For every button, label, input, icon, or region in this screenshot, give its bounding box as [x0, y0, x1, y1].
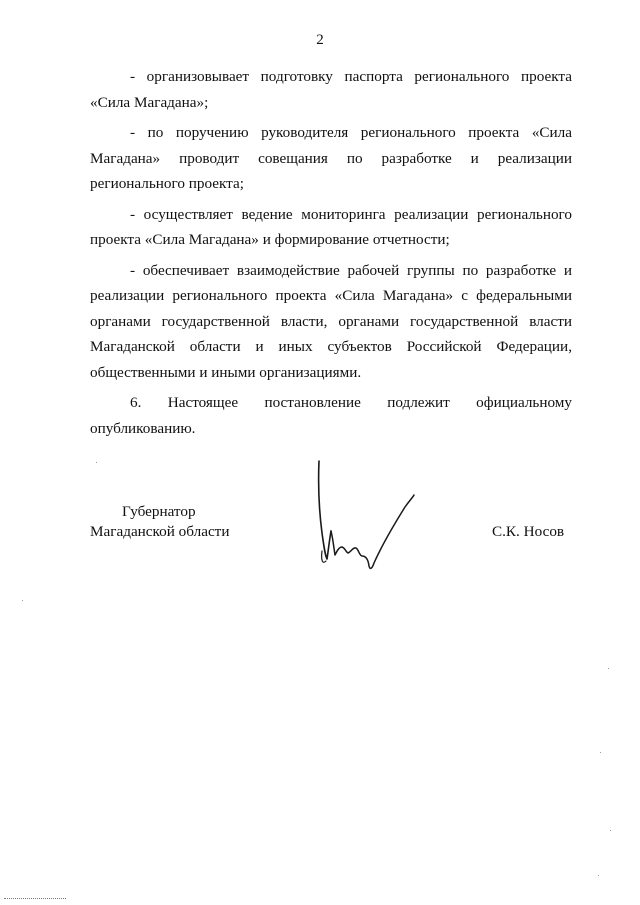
footer-rule — [4, 898, 66, 899]
paragraph-meetings: - по поручению руководителя регионального проекта «Сила Магадана» проводит совещания по разработке и реализации регионального проекта; — [90, 124, 572, 192]
paragraph-monitoring: - осуществляет ведение мониторинга реализации регионального проекта «Сила Магадана» и формирование отчетности; — [90, 205, 572, 248]
signatory-region: Магаданской области — [90, 523, 230, 540]
scan-speck — [600, 752, 601, 753]
scan-speck — [608, 668, 609, 669]
signatory-name: С.К. Носов — [492, 523, 565, 540]
signatory-title — [90, 502, 229, 542]
paragraph-publication: 6. Настоящее постановление подлежит официальному опубликованию. — [90, 394, 572, 437]
paragraph-passport: - организовывает подготовку паспорта регионального проекта «Сила Магадана»; — [90, 68, 572, 111]
paragraph-interaction: - обеспечивает взаимодействие рабочей группы по разработке и реализации регионального проекта «Сила Магадана» с федеральными органами государственной власти, органами государственной власти Магаданской области и иных субъектов Российской Федерации, общественными и иными организациями. — [90, 261, 572, 381]
scan-speck — [610, 830, 611, 831]
page-number: 2 — [316, 32, 324, 48]
scan-speck — [96, 462, 97, 463]
scan-speck — [22, 600, 23, 601]
handwritten-signature — [300, 455, 430, 585]
document-body — [90, 64, 572, 446]
scan-speck — [598, 875, 599, 876]
signatory-position: Губернатор — [122, 503, 196, 520]
